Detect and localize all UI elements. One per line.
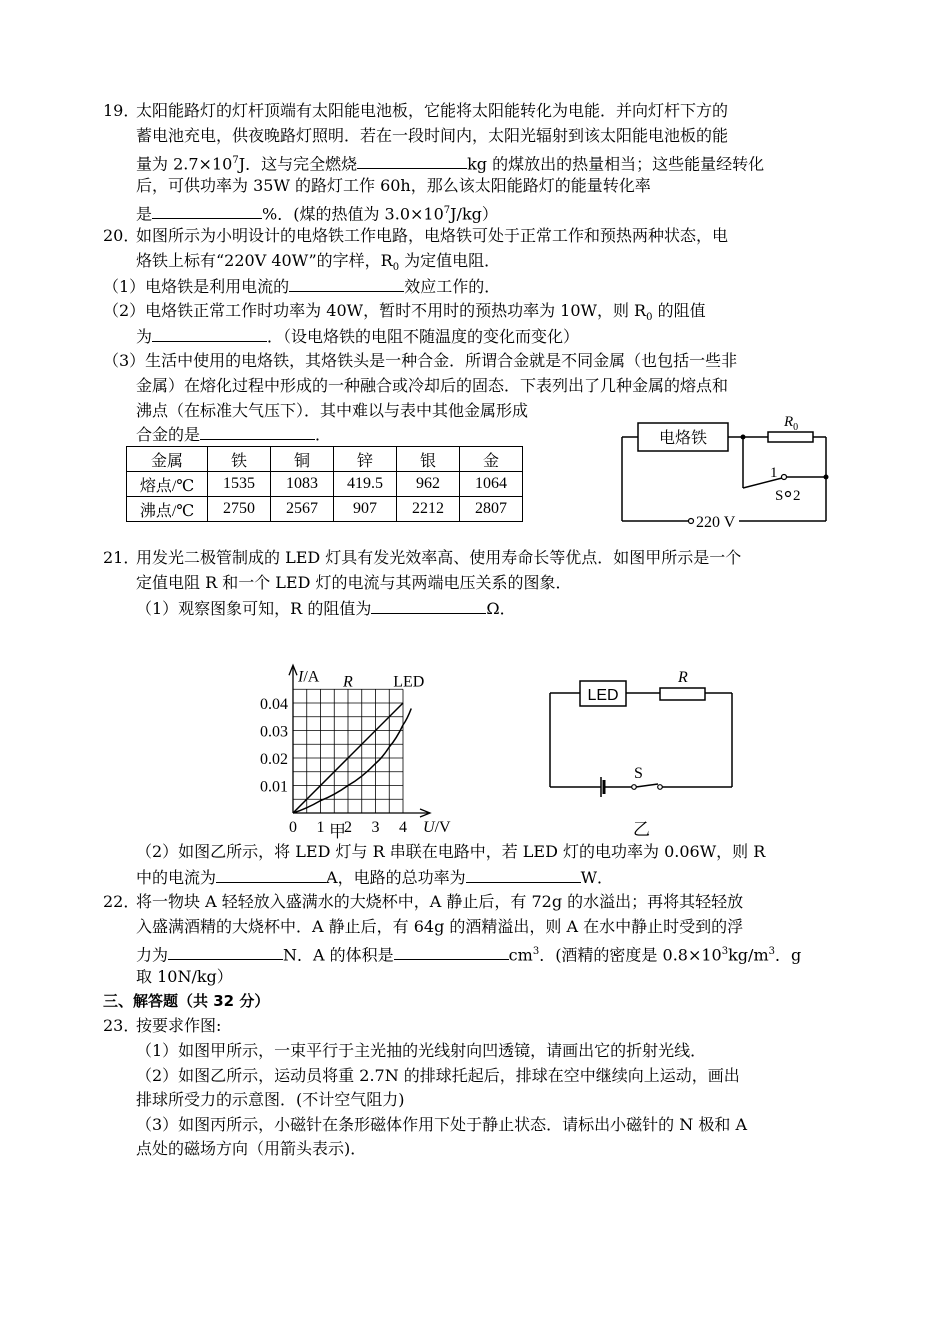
table-cell: 2212 <box>397 497 460 522</box>
series-label-r: R <box>343 673 353 691</box>
led-label: LED <box>587 687 619 704</box>
q19-line-5: 是 %．(煤的热值为 $3.0\times 10^7J/kg$） <box>136 204 498 224</box>
q21-blank-resistance[interactable] <box>371 598 486 614</box>
q23-part-3-line-1: （3）如图丙所示，小磁针在条形磁体作用下处于静止状态．请标出小磁针的 N 极和 A <box>136 1115 747 1134</box>
q20-part-2-line-1: （2）电烙铁正常工作时功率为 40W，暂时不用时的预热功率为 10W，则 $R_0$ 的阻值 <box>103 301 706 324</box>
q20-line-2: 烙铁上标有“220V 40W”的字样，$R_0$ 为定值电阻． <box>136 251 501 274</box>
section-3-heading: 三、解答题（共 32 分） <box>103 992 270 1010</box>
table-cell: 熔点/℃ <box>127 472 208 497</box>
q23-part-2-line-2: 排球所受力的示意图．(不计空气阻力) <box>136 1090 405 1109</box>
table-cell: 907 <box>334 497 397 522</box>
device-label: 电烙铁 <box>658 428 708 447</box>
q20-part-3-line-3: 沸点（在标准大气压下）．其中难以与表中其他金属形成 <box>136 401 529 420</box>
q21-part-2-line-1: （2）如图乙所示，将 LED 灯与 R 串联在电路中，若 LED 灯的电功率为 0.06W，则 R <box>136 842 766 861</box>
metal-table <box>126 446 523 522</box>
y-tick-label: 0.01 <box>260 778 288 796</box>
q20-blank-effect[interactable] <box>289 276 404 292</box>
table-header-cell: 金属 <box>127 447 208 472</box>
q20-part-3-line-2: 金属）在熔化过程中形成的一种融合或冷却后的固态．下表列出了几种金属的熔点和 <box>136 376 729 395</box>
q21-line-2: 定值电阻 R 和一个 LED 灯的电流与其两端电压关系的图象． <box>136 573 572 592</box>
table-cell: 962 <box>397 472 460 497</box>
table-cell: 2567 <box>271 497 334 522</box>
soldering-iron-circuit <box>612 408 838 530</box>
q22-line-1: 将一物块 A 轻轻放入盛满水的大烧杯中，A 静止后，有 72g 的水溢出；再将其轻轻放 <box>136 892 744 911</box>
q19-line-1: 太阳能路灯的灯杆顶端有太阳能电池板，它能将太阳能转化为电能．并向灯杆下方的 <box>136 101 729 120</box>
q21-line-1: 用发光二极管制成的 LED 灯具有发光效率高、使用寿命长等优点．如图甲所示是一个 <box>136 548 742 567</box>
q21-part-2-line-2: 中的电流为 A，电路的总功率为 W． <box>136 868 614 887</box>
q20-number: 20． <box>103 226 140 245</box>
table-cell: 2750 <box>208 497 271 522</box>
table-cell: 沸点/℃ <box>127 497 208 522</box>
x-tick-label: 3 <box>371 819 380 836</box>
q21-number: 21． <box>103 548 140 567</box>
q23-part-2-line-1: （2）如图乙所示，运动员将重 2.7N 的排球托起后，排球在空中继续向上运动，画出 <box>136 1066 740 1085</box>
led-series-circuit <box>540 665 745 840</box>
table-cell: 1535 <box>208 472 271 497</box>
q22-line-3: 力为 N．A 的体积是 $cm^3$．(酒精的密度是 $0.8\times 10^3kg/m^3$．g <box>136 945 802 965</box>
series-line-led <box>293 709 411 814</box>
q20-blank-alloy[interactable] <box>200 424 315 440</box>
table-cell: 2807 <box>460 497 523 522</box>
q22-number: 22． <box>103 892 140 911</box>
table-header-cell: 金 <box>460 447 523 472</box>
table-row <box>127 472 523 497</box>
q21-part-1: （1）观察图象可知，R 的阻值为 Ω． <box>136 599 516 618</box>
q19-blank-coal-mass[interactable] <box>357 153 467 169</box>
q21-blank-total-power[interactable] <box>466 867 581 883</box>
q22-blank-buoyancy[interactable] <box>168 944 283 960</box>
q19-line-3: 量为 $2.7\times 10^7J$．这与完全燃烧 kg 的煤放出的热量相当；这些能量经转化 <box>136 154 765 174</box>
terminal-2-label: 2 <box>793 488 801 504</box>
table-cell: 419.5 <box>334 472 397 497</box>
q19-line-2: 蓄电池充电，供夜晚路灯照明．若在一段时间内，太阳光辐射到该太阳能电池板的能 <box>136 126 729 145</box>
x-axis-label: U/V <box>423 819 451 836</box>
switch-s-label: S <box>775 488 784 504</box>
q21-blank-current[interactable] <box>216 867 326 883</box>
q19-blank-efficiency[interactable] <box>152 203 262 219</box>
y-tick-label: 0.03 <box>260 723 288 741</box>
x-tick-label: 4 <box>399 819 407 836</box>
table-row <box>127 497 523 522</box>
q20-part-1: （1）电烙铁是利用电流的 效应工作的． <box>103 277 501 296</box>
table-header-row <box>127 447 523 472</box>
q20-part-2-line-2: 为 ．（设电烙铁的电阻不随温度的变化而变化） <box>136 327 580 346</box>
q20-line-1: 如图所示为小明设计的电烙铁工作电路，电烙铁可处于正常工作和预热两种状态，电 <box>136 226 729 245</box>
q20-part-3-line-4: 合金的是 ． <box>136 425 332 444</box>
terminal-1-label: 1 <box>770 465 778 481</box>
r-label: R <box>678 669 688 686</box>
circuit-caption: 乙 <box>633 820 650 840</box>
table-header-cell: 银 <box>397 447 460 472</box>
voltage-label: 220 V <box>696 514 736 530</box>
y-axis-label: I/A <box>298 668 320 686</box>
y-tick-label: 0.04 <box>260 696 288 713</box>
x-tick-label: 2 <box>344 819 352 836</box>
table-header-cell: 铜 <box>271 447 334 472</box>
series-label-led: LED <box>393 673 425 691</box>
r0-label: $R_0$ <box>784 414 799 433</box>
x-tick-label: 1 <box>316 819 325 836</box>
y-tick-label: 0.02 <box>260 751 288 768</box>
q22-line-4: 取 10N/kg） <box>136 967 233 986</box>
table-cell: 1083 <box>271 472 334 497</box>
q23-part-1: （1）如图甲所示，一束平行于主光抽的光线射向凹透镜，请画出它的折射光线． <box>136 1041 707 1060</box>
table-header-cell: 锌 <box>334 447 397 472</box>
q23-number: 23． <box>103 1016 140 1035</box>
switch-s-label: S <box>634 765 643 782</box>
q19-line-4: 后，可供功率为 35W 的路灯工作 60h，那么该太阳能路灯的能量转化率 <box>136 176 651 195</box>
iv-graph <box>248 618 468 840</box>
q22-line-2: 入盛满酒精的大烧杯中．A 静止后，有 64g 的酒精溢出，则 A 在水中静止时受到的浮 <box>136 917 744 936</box>
q19-number: 19． <box>103 101 140 120</box>
table-header-cell: 铁 <box>208 447 271 472</box>
table-cell: 1064 <box>460 472 523 497</box>
q20-part-3-line-1: （3）生活中使用的电烙铁，其烙铁头是一种合金．所谓合金就是不同金属（也包括一些非 <box>103 351 738 370</box>
q23-line-1: 按要求作图: <box>136 1016 222 1035</box>
q22-blank-volume[interactable] <box>394 944 509 960</box>
q23-part-3-line-2: 点处的磁场方向（用箭头表示)． <box>136 1139 367 1158</box>
q20-blank-r0[interactable] <box>152 326 267 342</box>
graph-caption: 甲 <box>329 822 346 840</box>
x-tick-label: 0 <box>289 819 297 836</box>
